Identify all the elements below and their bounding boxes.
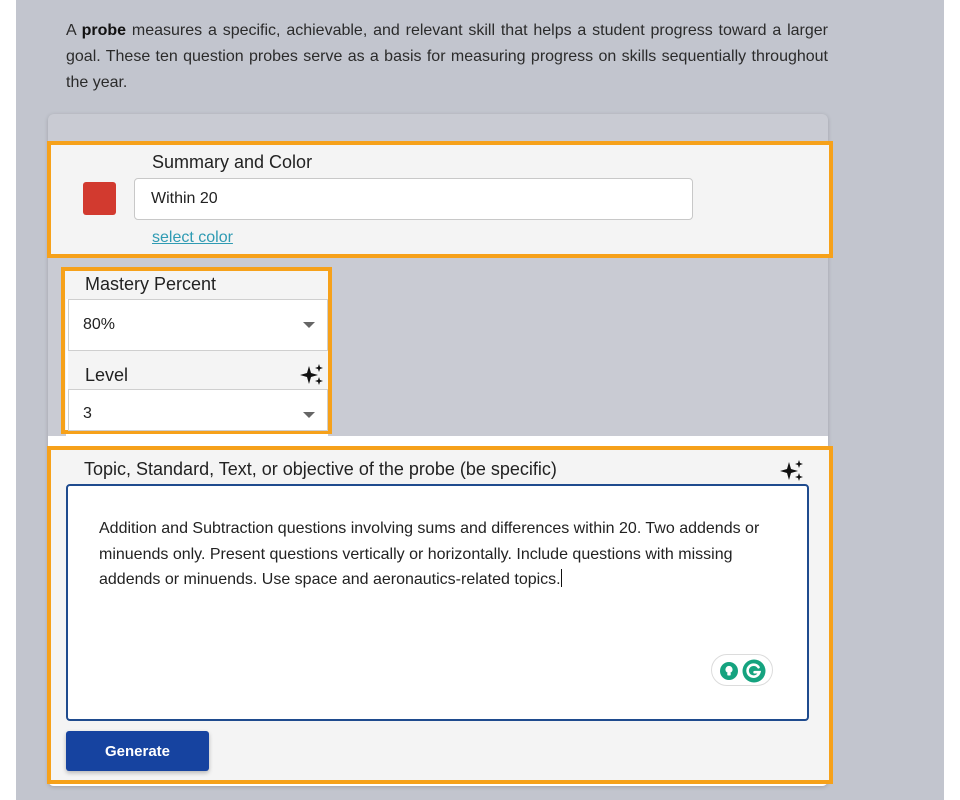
level-label: Level xyxy=(85,365,129,385)
mastery-percent-select[interactable] xyxy=(68,299,328,351)
intro-text: measures a specific, achievable, and relevant skill that helps a student progress toward a larger goal. These ten question probes serve as a basis for measuring progress on skills sequentially throughout the year. xyxy=(66,22,829,91)
summary-input[interactable] xyxy=(134,178,693,220)
topic-text: Addition and Subtraction questions involving sums and differences within 20. Two addends or minuends only. Present questions vertically or horizontally. Include questions with missing addends or minuends. Use space and aeronautics-related topics. xyxy=(99,520,760,588)
summary-label: Summary and Color xyxy=(152,152,313,172)
select-color-link[interactable]: select color xyxy=(152,229,233,246)
grammarly-widget[interactable] xyxy=(711,654,773,686)
generate-button[interactable]: Generate xyxy=(66,731,209,771)
level-value: 3 xyxy=(83,405,92,422)
lightbulb-icon[interactable] xyxy=(719,661,739,681)
level-select[interactable] xyxy=(68,389,328,431)
sparkle-icon[interactable] xyxy=(299,362,325,388)
sparkle-icon[interactable] xyxy=(779,458,805,484)
topic-textarea[interactable] xyxy=(66,484,809,721)
text-cursor xyxy=(561,569,562,587)
intro-paragraph xyxy=(66,18,828,96)
mastery-percent-value: 80% xyxy=(83,316,116,333)
intro-bold-term: probe xyxy=(81,22,127,39)
topic-label: Topic, Standard, Text, or objective of the probe (be specific) xyxy=(84,459,557,479)
intro-prefix: A xyxy=(66,22,82,39)
chevron-down-icon xyxy=(303,322,315,328)
color-swatch[interactable] xyxy=(83,182,116,215)
mastery-percent-label: Mastery Percent xyxy=(85,274,217,294)
grammarly-icon[interactable] xyxy=(742,659,766,683)
chevron-down-icon xyxy=(303,412,315,418)
